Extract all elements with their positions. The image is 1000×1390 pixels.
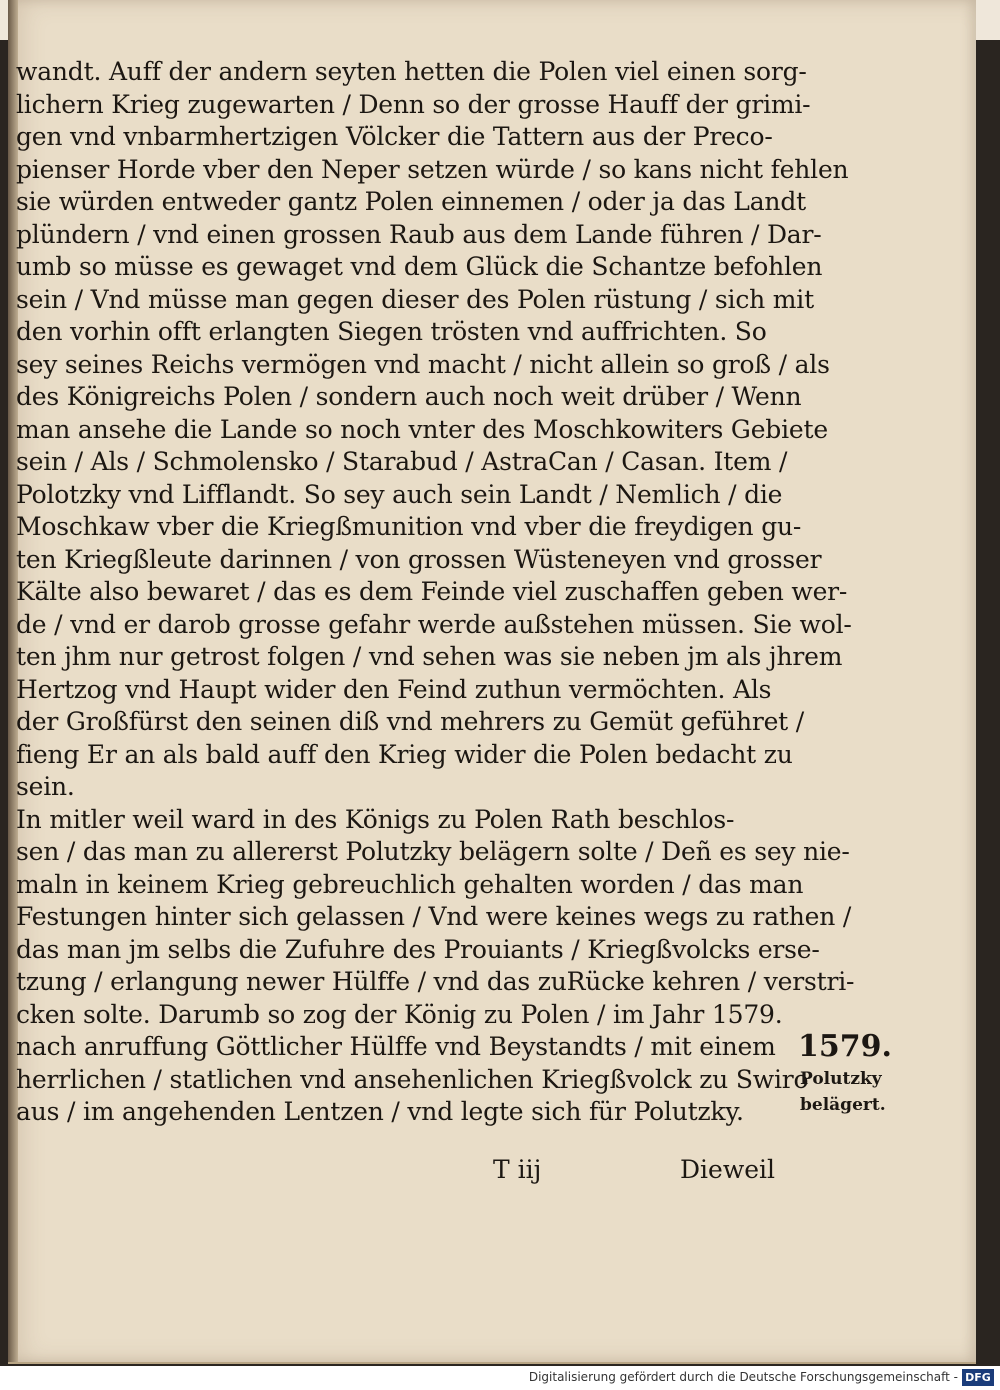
- text-line: sein / Als / Schmolensko / Starabud / AstraCan / Casan. Item /: [16, 447, 788, 476]
- text-line: In mitler weil ward in des Königs zu Polen Rath beschlos-: [16, 804, 735, 834]
- text-line: das man jm selbs die Zufuhre des Prouiants / Kriegßvolcks erse-: [16, 934, 820, 964]
- text-line: lichern Krieg zugewarten / Denn so der grosse Hauff der grimi-: [16, 89, 811, 119]
- text-line: fieng Er an als bald auff den Krieg wider die Polen bedacht zu: [16, 739, 793, 769]
- margin-year: 1579.: [798, 1029, 892, 1064]
- text-line: de / vnd er darob grosse gefahr werde außstehen müssen. Sie wol-: [16, 609, 852, 639]
- text-line: gen vnd vnbarmhertzigen Völcker die Tattern aus der Preco-: [16, 122, 773, 151]
- text-line: des Königreichs Polen / sondern auch noch weit drüber / Wenn: [16, 382, 802, 411]
- text-line: sen / das man zu allererst Polutzky belägern solte / Deñ es sey nie-: [16, 837, 850, 866]
- text-line: der Großfürst den seinen diß vnd mehrers zu Gemüt geführet /: [16, 707, 805, 736]
- catchword: Dieweil: [680, 1155, 776, 1184]
- text-line: umb so müsse es gewaget vnd dem Glück die Schantze befohlen: [16, 252, 823, 281]
- margin-note-line: Polutzky: [800, 1069, 882, 1089]
- text-line: aus / im angehenden Lentzen / vnd legte sich für Polutzky.: [16, 1097, 744, 1126]
- text-line: maln in keinem Krieg gebreuchlich gehalten worden / das man: [16, 869, 804, 899]
- footer-bar: [0, 1366, 1000, 1390]
- text-line: Polotzky vnd Lifflandt. So sey auch sein Landt / Nemlich / die: [16, 479, 783, 509]
- text-line: plündern / vnd einen grossen Raub aus dem Lande führen / Dar-: [16, 219, 822, 249]
- text-line: sie würden entweder gantz Polen einnemen / oder ja das Landt: [16, 187, 806, 216]
- text-line: nach anruffung Göttlicher Hülffe vnd Beystandts / mit einem: [16, 1032, 776, 1061]
- text-line: sey seines Reichs vermögen vnd macht / nicht allein so groß / als: [16, 349, 830, 379]
- text-line: cken solte. Darumb so zog der König zu Polen / im Jahr 1579.: [16, 999, 783, 1029]
- text-line: Hertzog vnd Haupt wider den Feind zuthun vermöchten. Als: [16, 674, 772, 704]
- text-line: Moschkaw vber die Kriegßmunition vnd vber die freydigen gu-: [16, 512, 802, 541]
- text-line: den vorhin offt erlangten Siegen trösten vnd auffrichten. So: [16, 317, 767, 346]
- text-line: sein.: [16, 772, 75, 801]
- footer-credit: Digitalisierung gefördert durch die Deutsche Forschungsgemeinschaft -: [528, 1370, 958, 1384]
- margin-note: [800, 1066, 886, 1118]
- text-line: man ansehe die Lande so noch vnter des Moschkowiters Gebiete: [16, 414, 828, 444]
- text-line: wandt. Auff der andern seyten hetten die Polen viel einen sorg-: [16, 57, 807, 86]
- text-line: tzung / erlangung newer Hülffe / vnd das zuRücke kehren / verstri-: [16, 967, 855, 996]
- text-line: sein / Vnd müsse man gegen dieser des Polen rüstung / sich mit: [16, 284, 814, 314]
- margin-note-line: belägert.: [800, 1095, 886, 1115]
- text-line: herrlichen / statlichen vnd ansehenlichen Kriegßvolck zu Swiro: [16, 1064, 809, 1094]
- text-line: pienser Horde vber den Neper setzen würde / so kans nicht fehlen: [16, 154, 849, 184]
- text-line: Festungen hinter sich gelassen / Vnd were keines wegs zu rathen /: [16, 902, 852, 931]
- book-page: [8, 0, 976, 1364]
- text-line: ten jhm nur getrost folgen / vnd sehen was sie neben jm als jhrem: [16, 642, 843, 671]
- text-line: Kälte also bewaret / das es dem Feinde viel zuschaffen geben wer-: [16, 577, 848, 606]
- signature-mark: T iij: [493, 1155, 542, 1184]
- text-line: ten Kriegßleute darinnen / von grossen Wüsteneyen vnd grosser: [16, 544, 822, 574]
- dfg-logo: DFG: [962, 1369, 994, 1386]
